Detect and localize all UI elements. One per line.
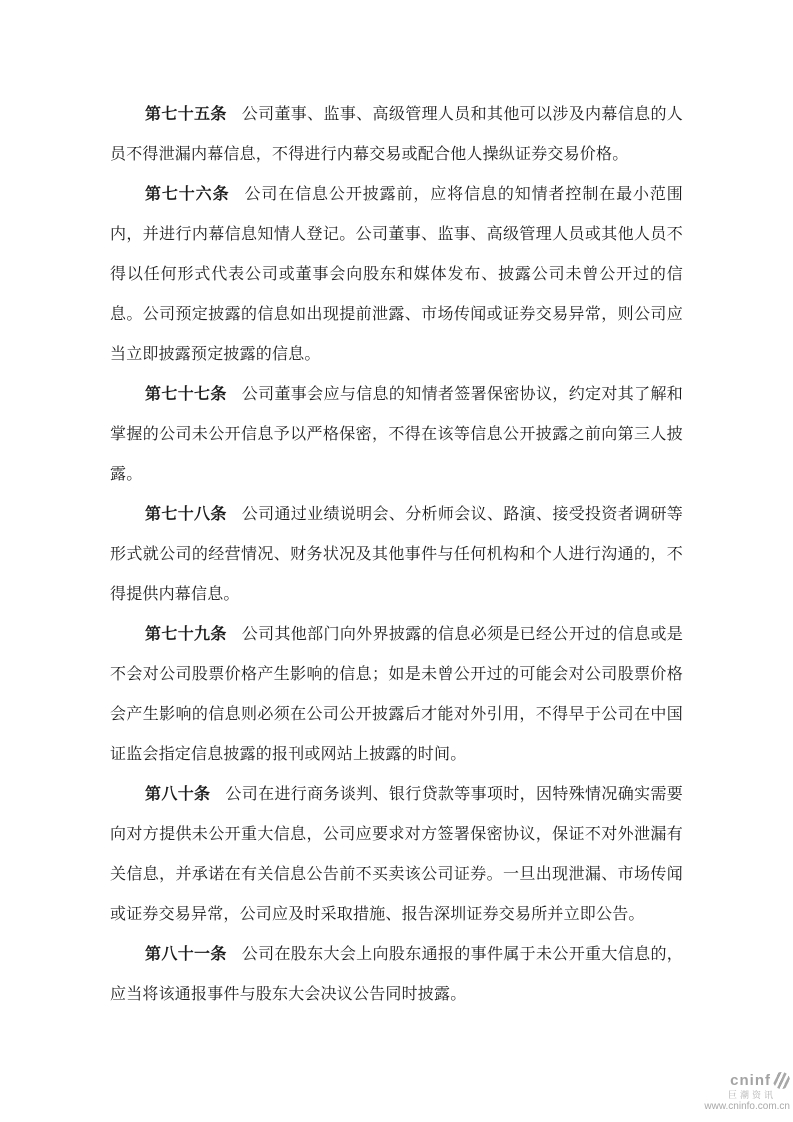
article-number: 第七十五条: [145, 106, 227, 123]
article-text: 公司在进行商务谈判、银行贷款等事项时，因特殊情况确实需要向对方提供未公开重大信息，公司应要求对方签署保密协议，保证不对外泄漏有关信息，并承诺在有关信息公告前不买卖该公司证券。一旦出现泄漏、市场传闻或证券交易异常，公司应及时采取措施、报告深圳证券交易所并立即公告。: [110, 786, 683, 923]
cninfo-watermark: [704, 1072, 790, 1112]
article-number: 第七十六条: [145, 186, 230, 203]
cninfo-brand-text: cninf: [730, 1072, 771, 1089]
article-paragraph: [110, 775, 683, 935]
article-number: 第八十条: [145, 786, 211, 803]
article-paragraph: [110, 615, 683, 775]
article-text: 公司董事、监事、高级管理人员和其他可以涉及内幕信息的人员不得泄漏内幕信息，不得进行内幕交易或配合他人操纵证券交易价格。: [110, 106, 683, 163]
article-paragraph: [110, 375, 683, 495]
article-text: 公司董事会应与信息的知情者签署保密协议，约定对其了解和掌握的公司未公开信息予以严格保密，不得在该等信息公开披露之前向第三人披露。: [110, 386, 683, 483]
cninfo-brand-chinese: 巨潮资讯: [727, 1090, 776, 1100]
article-paragraph: [110, 95, 683, 175]
article-text: 公司通过业绩说明会、分析师会议、路演、接受投资者调研等形式就公司的经营情况、财务状况及其他事件与任何机构和个人进行沟通的，不得提供内幕信息。: [110, 506, 683, 603]
article-paragraph: [110, 935, 683, 1015]
article-number: 第七十七条: [145, 386, 227, 403]
article-number: 第七十九条: [145, 626, 227, 643]
article-paragraph: [110, 495, 683, 615]
article-text: 公司在股东大会上向股东通报的事件属于未公开重大信息的，应当将该通报事件与股东大会决议公告同时披露。: [110, 946, 683, 1003]
cninfo-swirl-icon: [773, 1072, 790, 1089]
article-text: 公司在信息公开披露前，应将信息的知情者控制在最小范围内，并进行内幕信息知情人登记。公司董事、监事、高级管理人员或其他人员不得以任何形式代表公司或董事会向股东和媒体发布、披露公司未曾公开过的信息。公司预定披露的信息如出现提前泄露、市场传闻或证券交易异常，则公司应当立即披露预定披露的信息。: [110, 186, 683, 363]
document-body: [110, 95, 683, 1015]
article-number: 第八十一条: [145, 946, 227, 963]
article-number: 第七十八条: [145, 506, 227, 523]
article-paragraph: [110, 175, 683, 375]
article-text: 公司其他部门向外界披露的信息必须是已经公开过的信息或是不会对公司股票价格产生影响的信息；如是未曾公开过的可能会对公司股票价格会产生影响的信息则必须在公司公开披露后才能对外引用，不得早于公司在中国证监会指定信息披露的报刊或网站上披露的时间。: [110, 626, 683, 763]
cninfo-brand-row: [730, 1072, 790, 1089]
cninfo-url: www.cninfo.com.cn: [704, 1101, 790, 1112]
